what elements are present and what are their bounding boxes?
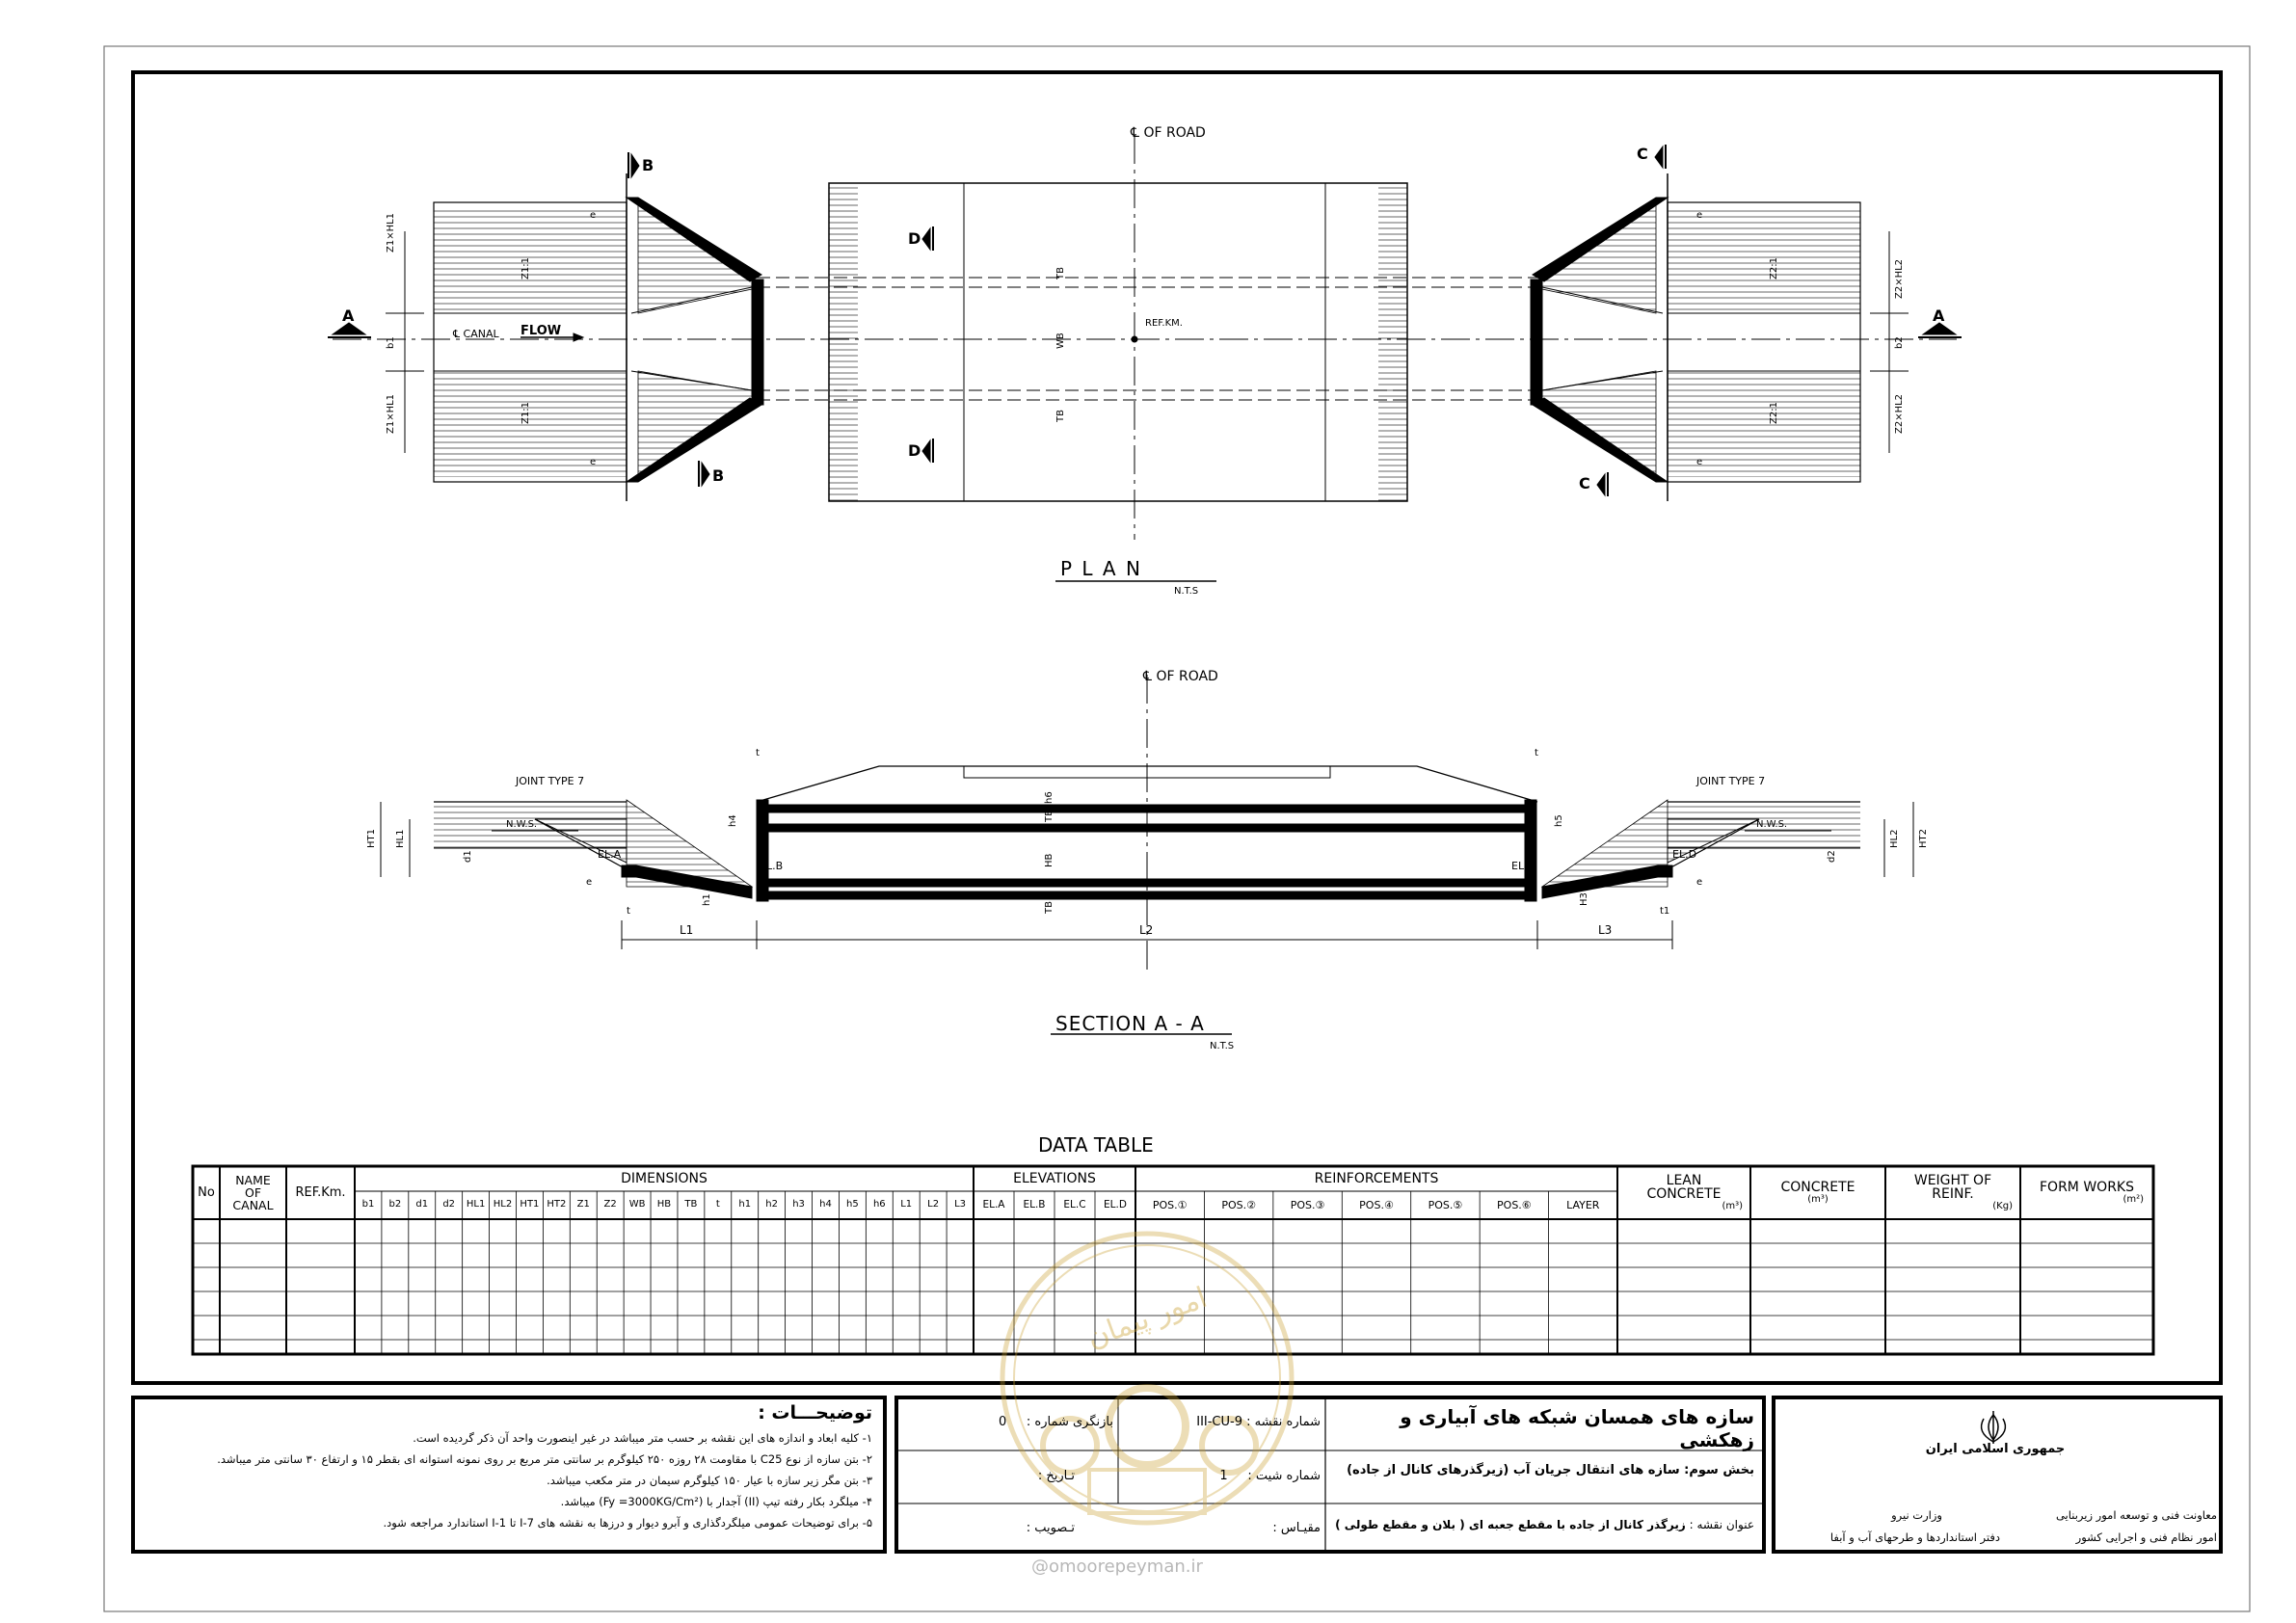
col-refkm-header: REF.Km. xyxy=(295,1184,346,1200)
deputy-name: معاونت فنی و توسعه امور زیربنایی xyxy=(2055,1508,2217,1522)
dim-col-header: L3 xyxy=(954,1199,966,1211)
office-name: دفتر استانداردها و طرحهای آب و آبفا xyxy=(1829,1530,2000,1544)
dim-tb-bottom: TB xyxy=(1055,410,1066,422)
dim-col-header: WB xyxy=(628,1199,646,1211)
dim-h6: h6 xyxy=(1044,791,1055,804)
section-road-cl-label: ℄ OF ROAD xyxy=(1143,669,1218,684)
approval-cell: تـصویب : xyxy=(1026,1521,1075,1535)
dim-l1: L1 xyxy=(680,923,694,937)
nws-left: N.W.S. xyxy=(506,819,538,830)
note-line: ۳- بتن مگر زیر سازه با عیار ۱۵۰ کیلوگرم سیمان در متر مکعب میباشد. xyxy=(547,1474,872,1487)
country-name: جمهوری اسلامی ایران xyxy=(1925,1442,2066,1456)
dimensions-header: DIMENSIONS xyxy=(621,1170,707,1186)
col-no-header: No xyxy=(198,1184,215,1200)
dim-z1hl1-top: Z1×HL1 xyxy=(386,212,396,253)
dim-h3: H3 xyxy=(1579,892,1589,906)
dim-z2-top: Z2:1 xyxy=(1769,257,1779,279)
plan-scale: N.T.S xyxy=(1174,586,1199,597)
data-table-title: DATA TABLE xyxy=(1038,1133,1154,1157)
form-works-line: (m²) xyxy=(2122,1193,2144,1205)
dim-col-header: b2 xyxy=(388,1199,402,1211)
dim-b1: b1 xyxy=(386,336,396,349)
notes-panel xyxy=(145,1402,872,1533)
dim-t-bottom-left: t xyxy=(627,906,630,917)
nws-right: N.W.S. xyxy=(1756,819,1788,830)
dim-col-header: HB xyxy=(656,1199,672,1211)
reinf-col-header: LAYER xyxy=(1566,1198,1600,1211)
col-name-line: OF xyxy=(244,1184,262,1200)
dim-col-header: L2 xyxy=(927,1199,940,1211)
dim-tb-sec-top: TB xyxy=(1044,810,1055,822)
dim-h4: h4 xyxy=(728,814,738,827)
el-b-label: EL.B xyxy=(760,860,784,872)
dim-col-header: b1 xyxy=(361,1199,375,1211)
dim-t1: t1 xyxy=(1660,906,1670,917)
plan-title: P L A N xyxy=(1060,557,1142,580)
section-b-top: B xyxy=(642,156,654,174)
elev-col-header: EL.D xyxy=(1104,1198,1127,1211)
reinf-col-header: POS.② xyxy=(1221,1198,1256,1211)
lean-concrete-header xyxy=(1617,1166,1750,1219)
dim-col-header: h6 xyxy=(872,1199,886,1211)
col-name-line: NAME xyxy=(235,1172,271,1187)
dim-e-bottom-left: e xyxy=(590,457,597,467)
drawing-title-info: عنوان نقشه : زیرگذر کانال از جاده با مقطع جعبه ای ( بلان و مقطع طولی ) xyxy=(1335,1518,1754,1531)
note-line: ۱- کلیه ابعاد و اندازه های این نقشه بر حسب متر میباشد در غیر اینصورت واحد آن ذکر گردیده است. xyxy=(413,1431,872,1445)
dim-e-top-right: e xyxy=(1696,210,1703,221)
dim-col-header: HL2 xyxy=(493,1199,513,1211)
dwg-no-cell: شماره نقشه : III-CU-9 xyxy=(1196,1415,1321,1429)
elevations-header: ELEVATIONS xyxy=(1013,1170,1096,1186)
weight-header-line: REINF. xyxy=(1932,1186,1974,1203)
dim-ht2: HT2 xyxy=(1918,829,1929,848)
joint-label-left: JOINT TYPE 7 xyxy=(516,775,585,787)
ref-km-label: REF.KM. xyxy=(1145,318,1183,329)
watermark-logo-text: امور پیمان xyxy=(1082,1280,1212,1356)
section-c-top: C xyxy=(1637,145,1648,163)
affairs-name: امور نظام فنی و اجرایی کشور xyxy=(2075,1530,2217,1544)
dim-b2: b2 xyxy=(1894,336,1905,349)
section-a-right: A xyxy=(1933,306,1945,325)
section-d-top: D xyxy=(908,229,921,248)
flow-label: FLOW xyxy=(521,324,562,338)
dim-col-header: h5 xyxy=(846,1199,859,1211)
dim-col-header: HL1 xyxy=(466,1199,486,1211)
weight-header-line: WEIGHT OF xyxy=(1913,1172,1992,1188)
dim-l2: L2 xyxy=(1139,923,1154,937)
dim-ht1: HT1 xyxy=(366,829,377,848)
dim-t-left: t xyxy=(756,748,760,758)
dim-l3: L3 xyxy=(1598,923,1613,937)
reinf-col-header: POS.⑥ xyxy=(1497,1198,1532,1211)
dim-col-header: h3 xyxy=(792,1199,805,1211)
form-works-line: FORM WORKS xyxy=(2040,1179,2134,1195)
el-c-label: EL.C xyxy=(1511,860,1535,872)
section-a-left: A xyxy=(342,306,355,325)
dim-e-top-left: e xyxy=(590,210,597,221)
dim-d2: d2 xyxy=(1827,850,1837,863)
dim-e-sec-left: e xyxy=(586,877,593,888)
joint-label-right: JOINT TYPE 7 xyxy=(1696,775,1766,787)
dim-col-header: h1 xyxy=(738,1199,752,1211)
form-works-header xyxy=(2020,1166,2153,1219)
reinforcements-header: REINFORCEMENTS xyxy=(1314,1170,1439,1186)
dim-col-header: TB xyxy=(684,1199,698,1211)
dim-d1: d1 xyxy=(463,850,473,863)
dim-col-header: Z2 xyxy=(603,1199,617,1211)
dim-z2hl2-bottom: Z2×HL2 xyxy=(1894,393,1905,434)
section-b-bottom: B xyxy=(712,466,725,485)
dim-col-header: HT1 xyxy=(520,1199,540,1211)
scale-cell: مقیـاس : xyxy=(1272,1521,1321,1535)
dim-tb-sec-bottom: TB xyxy=(1044,901,1055,914)
dim-z2-bottom: Z2:1 xyxy=(1769,402,1779,424)
dim-hl2: HL2 xyxy=(1889,829,1900,848)
dim-col-header: L1 xyxy=(900,1199,913,1211)
section-title: SECTION A - A xyxy=(1055,1012,1205,1035)
reinf-col-header: POS.⑤ xyxy=(1428,1198,1463,1211)
dim-hb: HB xyxy=(1044,853,1055,867)
dim-z1-bottom: Z1:1 xyxy=(521,402,531,424)
weight-header xyxy=(1885,1166,2020,1219)
section-scale: N.T.S xyxy=(1210,1041,1235,1051)
weight-header-unit: (Kg) xyxy=(1992,1200,2013,1211)
reinf-col-header: POS.③ xyxy=(1290,1198,1325,1211)
dim-h1: h1 xyxy=(702,893,712,906)
notes-list xyxy=(145,1427,872,1533)
lean-concrete-header-unit: (m³) xyxy=(1722,1200,1743,1211)
el-d-label: EL.D xyxy=(1672,848,1697,861)
dim-e-sec-right: e xyxy=(1696,877,1703,888)
dim-hl1: HL1 xyxy=(395,829,406,848)
sheet-cell: شماره شیت : 1 xyxy=(1219,1469,1321,1483)
dim-col-header: HT2 xyxy=(547,1199,567,1211)
elev-col-header: EL.A xyxy=(982,1198,1005,1211)
reinf-col-header: POS.① xyxy=(1152,1198,1188,1211)
col-name-line: CANAL xyxy=(232,1198,274,1213)
dim-t-right: t xyxy=(1535,748,1538,758)
watermark-url: @omoorepeyman.ir xyxy=(1031,1556,1203,1577)
date-cell: تـاریخ : xyxy=(1037,1469,1075,1483)
section-c-bottom: C xyxy=(1579,474,1590,492)
dim-col-header: t xyxy=(715,1199,720,1211)
reinf-col-header: POS.④ xyxy=(1359,1198,1394,1211)
dim-col-header: d2 xyxy=(442,1199,456,1211)
note-line: ۵- برای توضیحات عمومی میلگردگذاری و آبرو دیوار و درزها به نقشه های I-7 تا I-1 استاندارد مراجعه شود. xyxy=(383,1516,872,1530)
lean-concrete-header-line: LEAN xyxy=(1666,1172,1702,1188)
section-info: بخش سوم: سازه های انتقال جریان آب (زیرگذرهای کانال از جاده) xyxy=(1347,1463,1754,1477)
concrete-header-line: CONCRETE xyxy=(1780,1179,1855,1195)
canal-cl-label: ℄ CANAL xyxy=(453,328,499,340)
section-d-bottom: D xyxy=(908,441,921,460)
revision-cell: بازنگری شماره : 0 xyxy=(998,1415,1113,1429)
note-line: ۲- بتن سازه از نوع C25 با مقاومت ۲۸ روزه ۲۵۰ کیلوگرم بر سانتی متر مربع بر روی نمونه استوانه ای بقطر ۱۵ و ارتفاع ۳۰ سانتی متر میباشد. xyxy=(217,1452,872,1466)
project-title: سازه های همسان شبکه های آبیاری و زهکشی xyxy=(1400,1405,1754,1451)
dim-col-header: d1 xyxy=(415,1199,429,1211)
dim-z1-top: Z1:1 xyxy=(521,257,531,279)
concrete-header-line: (m³) xyxy=(1807,1193,1829,1205)
dim-z1hl1-bottom: Z1×HL1 xyxy=(386,393,396,434)
dim-z2hl2-top: Z2×HL2 xyxy=(1894,258,1905,299)
concrete-header xyxy=(1750,1166,1885,1219)
dim-e-bottom-right: e xyxy=(1696,457,1703,467)
road-cl-label: ℄ OF ROAD xyxy=(1131,125,1206,141)
note-line: ۴- میلگرد بکار رفته تیپ (II) آجدار با (Fy =3000KG/Cm²) میباشد. xyxy=(560,1495,872,1508)
dim-col-header: Z1 xyxy=(576,1199,590,1211)
dim-h5: h5 xyxy=(1554,814,1564,827)
elev-col-header: EL.B xyxy=(1023,1198,1046,1211)
lean-concrete-header-line: CONCRETE xyxy=(1646,1186,1722,1203)
elev-col-header: EL.C xyxy=(1063,1198,1086,1211)
dim-col-header: h2 xyxy=(765,1199,778,1211)
dim-wb: WB xyxy=(1055,333,1066,349)
ministry-name: وزارت نیرو xyxy=(1891,1508,1942,1522)
dim-tb-top: TB xyxy=(1055,267,1066,279)
el-a-label: EL.A xyxy=(598,848,622,861)
notes-heading: توضیحـــات : xyxy=(758,1402,872,1423)
col-name-header xyxy=(220,1166,286,1219)
dim-col-header: h4 xyxy=(819,1199,832,1211)
